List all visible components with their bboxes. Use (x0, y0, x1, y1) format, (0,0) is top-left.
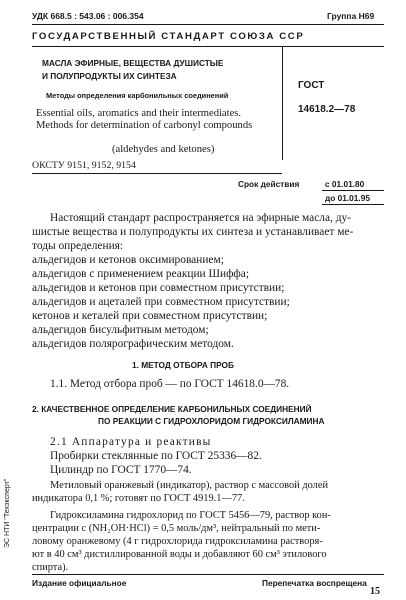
side-stamp-text: ЭС НТИ "Техэксперт" (4, 478, 11, 548)
gost-number: 14618.2—78 (298, 104, 356, 115)
okstu-codes: ОКСТУ 9151, 9152, 9154 (32, 160, 136, 171)
validity-rule (322, 190, 384, 191)
subsection-heading: 2.1 Аппаратура и реактивы (50, 436, 212, 448)
method-list-item: альдегидов и кетонов оксимированием; (32, 254, 224, 266)
method-list-item: кетонов и кеталей при совместном присутствии; (32, 310, 268, 322)
reagent-line: центрации c (NH₂OH·HCl) = 0,5 моль/дм³, нейтральный по мети- (32, 523, 321, 534)
udc-code: УДК 668.5 : 543.06 : 006.354 (32, 11, 144, 21)
footer-rule (32, 574, 384, 575)
reagent-line: индикатора 0,1 %; готовят по ГОСТ 4919.1—77. (32, 493, 245, 504)
top-rule (32, 24, 384, 25)
title-en-line3: (aldehydes and ketones) (112, 144, 215, 155)
intro-line2: шистые вещества и полупродукты их синтеза и устанавливает ме- (32, 226, 354, 238)
reprint-prohibited-label: Перепечатка воспрещена (262, 578, 367, 588)
equipment-line: Цилиндр по ГОСТ 1770—74. (50, 464, 192, 476)
group-code: Группа Н69 (327, 11, 375, 21)
reagent-line: ют в 40 см³ дистиллированной воды и добавляют 60 см³ этилового (32, 549, 327, 560)
methods-subtitle-ru: Методы определения карбонильных соединений (46, 91, 229, 100)
title-ru-line2: И ПОЛУПРОДУКТЫ ИХ СИНТЕЗА (42, 71, 177, 81)
title-en-line1: Essential oils, aromatics and their intermediates. (36, 108, 242, 119)
validity-rule-bottom (322, 204, 384, 205)
method-list-item: альдегидов и кетонов при совместном присутствии; (32, 282, 285, 294)
intro-line1: Настоящий стандарт распространяется на эфирные масла, ду- (50, 212, 351, 224)
validity-to: до 01.01.95 (325, 193, 370, 203)
okstu-rule (32, 173, 282, 174)
intro-line3: тоды определения: (32, 240, 124, 252)
title-ru-line1: МАСЛА ЭФИРНЫЕ, ВЕЩЕСТВА ДУШИСТЫЕ (42, 58, 224, 68)
method-list-item: альдегидов с применением реакции Шиффа; (32, 268, 249, 280)
reagent-line: спирта). (32, 562, 69, 573)
title-divider (282, 46, 283, 160)
state-standard-banner: ГОСУДАРСТВЕННЫЙ СТАНДАРТ СОЮЗА ССР (32, 31, 305, 42)
gost-label: ГОСТ (298, 80, 325, 91)
method-list-item: альдегидов и ацеталей при совместном присутствии; (32, 296, 290, 308)
section2-heading-line1: 2. КАЧЕСТВЕННОЕ ОПРЕДЕЛЕНИЕ КАРБОНИЛЬНЫХ СОЕДИНЕНИЙ (32, 404, 312, 414)
validity-from: с 01.01.80 (325, 179, 365, 189)
validity-label: Срок действия (238, 179, 300, 189)
reagent-line: ловому оранжевому (4 г гидрохлорида гидроксиламина растворя- (32, 536, 323, 547)
section1-text: 1.1. Метод отбора проб — по ГОСТ 14618.0—78. (50, 378, 290, 390)
banner-rule (32, 46, 384, 47)
method-list-item: альдегидов бисульфитным методом; (32, 324, 209, 336)
section1-heading: 1. МЕТОД ОТБОРА ПРОБ (132, 360, 234, 370)
side-stamp (4, 408, 18, 548)
reagent-line: Гидроксиламина гидрохлорид по ГОСТ 5456—79, раствор кон- (50, 510, 331, 521)
method-list-item: альдегидов полярографическим методом. (32, 338, 234, 350)
title-en-line2: Methods for determination of carbonyl compounds (36, 120, 253, 131)
equipment-line: Пробирки стеклянные по ГОСТ 25336—82. (50, 450, 262, 462)
section2-heading-line2: ПО РЕАКЦИИ С ГИДРОХЛОРИДОМ ГИДРОКСИЛАМИНА (98, 416, 325, 426)
page-number: 15 (370, 586, 380, 597)
official-edition-label: Издание официальное (32, 578, 127, 588)
reagent-line: Метиловый оранжевый (индикатор), раствор с массовой долей (50, 480, 329, 491)
